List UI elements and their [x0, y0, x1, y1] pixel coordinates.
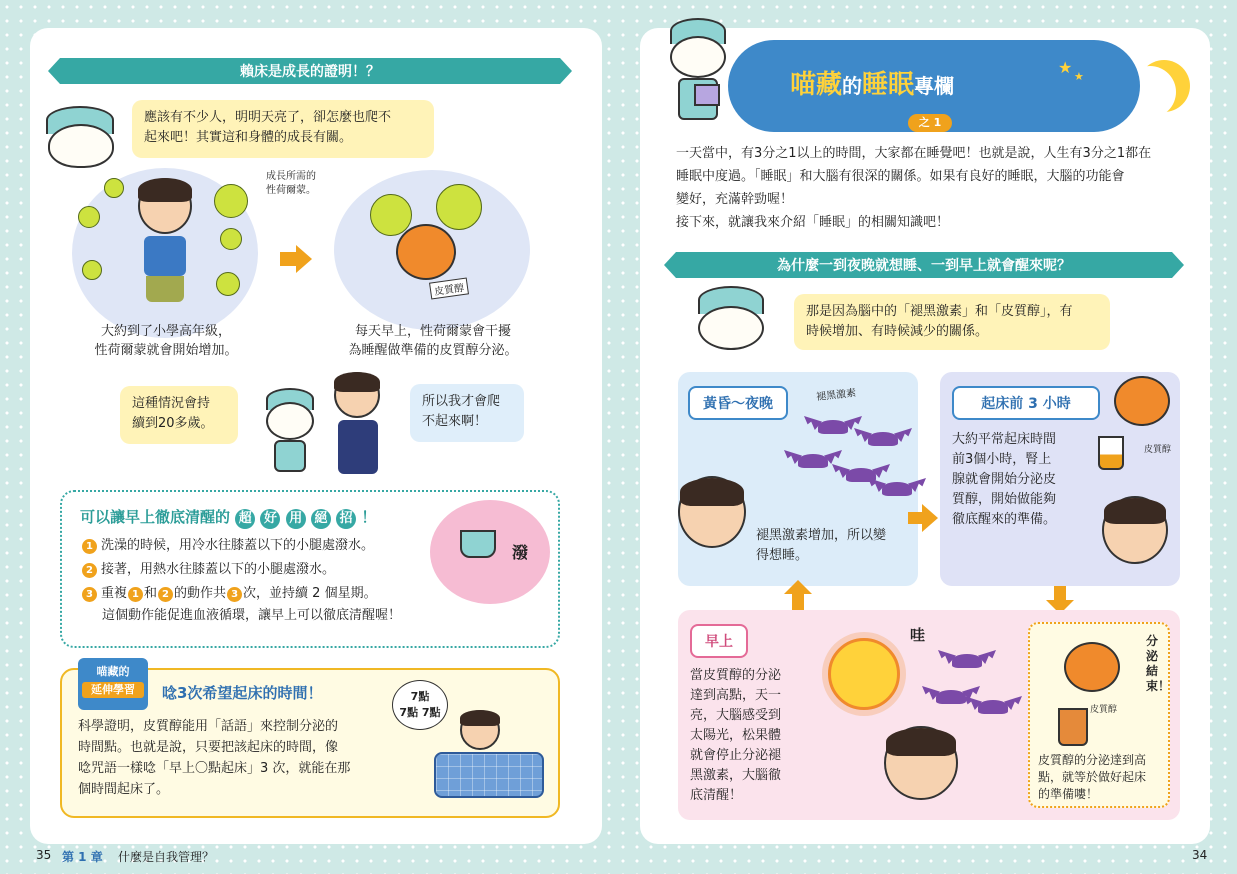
star-icon: ★ [1074, 70, 1084, 83]
adrenal-character-done [1064, 642, 1120, 692]
tip-item: 1 洗澡的時候，用冷水往膝蓋以下的小腿處潑水。 [82, 536, 374, 556]
before-wake-section [940, 372, 1180, 586]
moon-icon [1124, 66, 1176, 118]
arrow-right-icon [908, 512, 922, 524]
tips-title-char: 絕 [311, 509, 331, 529]
done-box [1028, 622, 1170, 808]
hormone-icon [220, 228, 242, 250]
cortisol-cup-icon [1098, 436, 1124, 470]
done-text: 皮質醇的分泌達到高 點，就等於做好起床 的準備嘍！ [1038, 753, 1147, 801]
arrow-up-icon [784, 580, 812, 594]
chapter-title: 什麼是自我管理？ [118, 850, 215, 864]
continue-bubble: 這種情況會持 續到20多歲。 [120, 386, 238, 444]
boy-in-bed [430, 710, 550, 806]
tip-item: 2 接著，用熱水往膝蓋以下的小腿處潑水。 [82, 560, 335, 580]
cortisol-tag-done: 皮質醇 [1090, 705, 1118, 715]
right-banner: 為什麼一到夜晚就想睡、一到早上就會醒來呢？ [676, 252, 1172, 278]
blanket [434, 752, 544, 798]
morning-label: 早上 [690, 624, 748, 658]
hormone-label: 成長所需的 性荷爾蒙。 [266, 171, 316, 196]
caption-left: 大約到了小學高年級， 性荷爾蒙就會開始增加。 [94, 324, 238, 358]
splash-text: 潑 [512, 543, 529, 562]
waking-boy-face [1102, 496, 1168, 564]
sun-icon [828, 638, 900, 710]
intro-text: 一天當中，有3分之1以上的時間，大家都在睡覺吧！也就是說，人生有3分之1都在 睡眠中度過。「睡眠」和大腦有很深的關係。如果有良好的睡眠，大腦的功能會 變好，充滿幹勁喔！ 接下來，就讓我來介紹「睡眠」的相關知識吧！ [676, 146, 1152, 230]
column-title: 喵藏的睡眠專欄 [790, 70, 955, 100]
tip-note: 這個動作能促進血液循環，讓早上可以徹底清醒喔！ [102, 608, 402, 623]
left-banner: 賴床是成長的證明！？ [60, 58, 560, 84]
chapter-label: 第 1 章 [62, 850, 103, 864]
extension-title: 唸3次希望起床的時間！ [162, 684, 323, 702]
morning-text: 當皮質醇的分泌 達到高點，天一 亮，大腦感受到 太陽光，松果體 就會停止分泌褪 黑激素，大腦徹 底清醒！ [690, 668, 782, 803]
answer-bubble: 那是因為腦中的「褪黑激素」和「皮質醇」，有 時候增加、有時候減少的關係。 [794, 294, 1110, 350]
extension-body: 科學證明，皮質醇能用「話語」來控制分泌的 時間點。也就是說，只要把該起床的時間，像 唸咒語一樣唸「早上〇點起床」3 次，就能在那 個時間起床了。 [78, 719, 351, 797]
hormone-icon [82, 260, 102, 280]
hormone-icon [78, 206, 100, 228]
intro-bubble: 應該有不少人，明明天亮了，卻怎麼也爬不 起來吧！其實這和身體的成長有關。 [132, 100, 434, 158]
tip-item: 3 重複 1 和 2 的動作共 3 次，並持續 2 個星期。 [82, 584, 377, 604]
done-vertical-text: 分泌結束！ [1146, 634, 1171, 693]
evening-section [678, 372, 918, 586]
cortisol-label: 皮質醇 [429, 277, 469, 299]
adrenal-character [1114, 376, 1170, 426]
arrow-right-icon [296, 245, 312, 273]
bat-icon [936, 690, 966, 704]
bat-icon [952, 654, 982, 668]
chant-bubble: 7點 7點 7點 [392, 680, 448, 730]
right-page [640, 28, 1210, 844]
melatonin-tag: 褪黑激素 [815, 387, 857, 404]
cortisol-cup-full-icon [1058, 708, 1088, 746]
cortisol-bottle-icon [396, 224, 456, 280]
hormone-icon [436, 184, 482, 230]
page-number-right: 34 [1192, 848, 1208, 862]
tips-title-char: 用 [286, 509, 306, 529]
evening-text: 褪黑激素增加，所以變 得想睡。 [756, 528, 887, 563]
arrow-right-icon [280, 252, 296, 266]
tips-title-char: 超 [235, 509, 255, 529]
caption-right: 每天早上，性荷爾蒙會干擾 為睡醒做準備的皮質醇分泌。 [348, 324, 518, 358]
left-page [30, 28, 602, 844]
page-number-left: 35 [36, 848, 52, 862]
evening-label: 黃昏～夜晚 [688, 386, 788, 420]
cat-standing [262, 388, 318, 474]
bat-icon [978, 700, 1008, 714]
reply-bubble: 所以我才會爬 不起來啊！ [410, 384, 524, 442]
tips-title-char: 招 [336, 509, 356, 529]
exclaim-text: 哇 [910, 626, 926, 644]
awake-boy-face [884, 726, 958, 800]
tips-title: 可以讓早上徹底清醒的 超 好 用 絕 招 ！ [80, 506, 376, 529]
bat-icon [818, 420, 848, 434]
bat-icon [882, 482, 912, 496]
arrow-right-icon [922, 504, 938, 532]
arrow-down-icon [1054, 586, 1066, 600]
cat-reading [664, 18, 734, 128]
extension-badge: 喵藏的 延伸學習 [78, 658, 148, 710]
bat-icon [798, 454, 828, 468]
hormone-icon [216, 272, 240, 296]
cat-mascot [42, 106, 122, 168]
extension-box [60, 665, 560, 818]
cortisol-tag: 皮質醇 [1144, 445, 1172, 455]
splash-illustration [430, 500, 550, 604]
before-wake-label: 起床前 3 小時 [952, 386, 1100, 420]
hormone-icon [214, 184, 248, 218]
sleepy-boy-face [678, 476, 746, 548]
boy-figure [130, 178, 200, 308]
before-wake-text: 大約平常起床時間 前3個小時，腎上 腺就會開始分泌皮 質醇，開始做能夠 徹底醒來的準備。 [952, 432, 1057, 527]
hormone-icon [104, 178, 124, 198]
tips-title-char: 好 [260, 509, 280, 529]
bat-icon [868, 432, 898, 446]
arrow-up-icon [792, 594, 804, 610]
cat-mascot-answer [692, 286, 772, 350]
boy-thinking [328, 372, 388, 476]
column-subtitle: 之 1 [908, 114, 952, 132]
star-icon: ★ [1058, 58, 1073, 77]
